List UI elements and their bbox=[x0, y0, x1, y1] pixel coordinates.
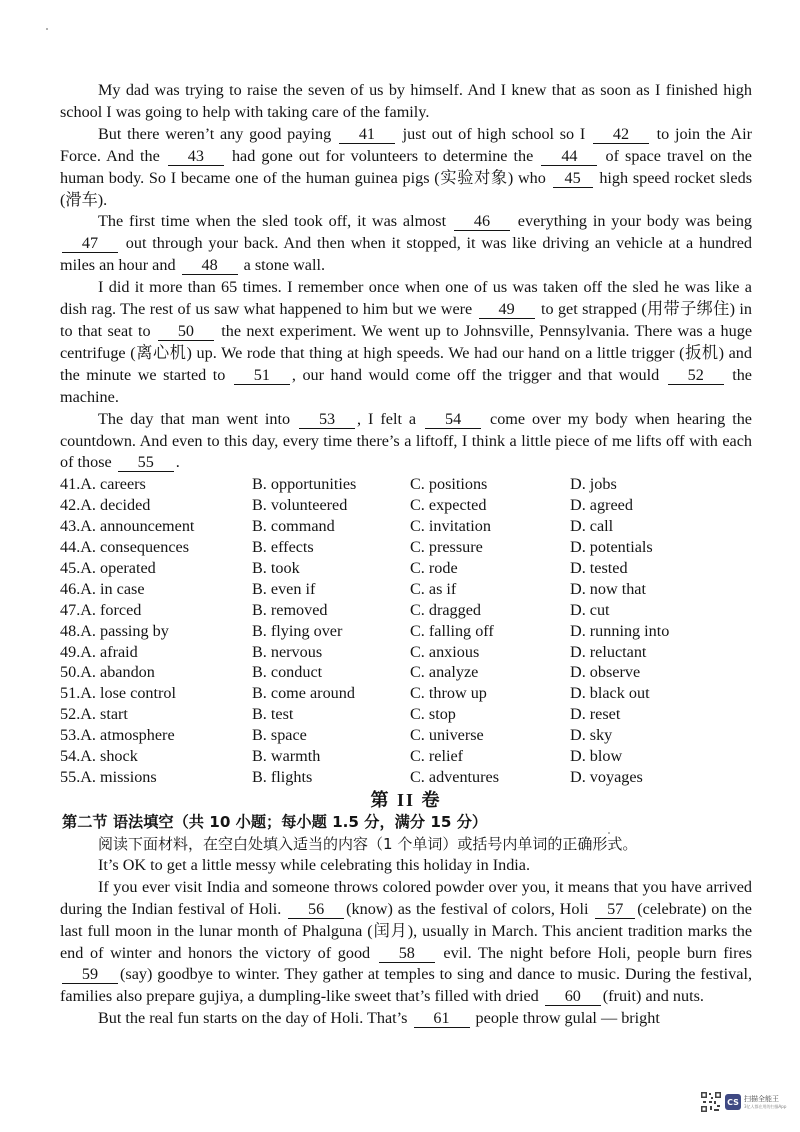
option-d: D. running into bbox=[570, 621, 670, 640]
option-a: 42.A. decided bbox=[60, 496, 151, 515]
paragraph-text: of space travel on the human body. So I became one of the human guinea pigs (实验对象) who bbox=[60, 146, 752, 187]
section-instruction: 阅读下面材料，在空白处填入适当的内容（1 个单词）或括号内单词的正确形式。 bbox=[98, 834, 638, 853]
section-heading: 第二节 语法填空（共 10 小题；每小题 1.5 分，满分 15 分） bbox=[62, 812, 488, 831]
blank-57: 57 bbox=[595, 901, 635, 919]
option-b: B. command bbox=[252, 517, 335, 536]
option-c: C. rode bbox=[410, 558, 458, 577]
blank-58: 58 bbox=[379, 945, 435, 963]
option-b: B. opportunities bbox=[252, 475, 357, 494]
paragraph-text: But the real fun starts on the day of Holi. That’s bbox=[98, 1009, 412, 1028]
option-a: 43.A. announcement bbox=[60, 517, 195, 536]
passage-subtitle bbox=[60, 855, 752, 877]
option-b: B. flights bbox=[252, 768, 313, 786]
option-row bbox=[60, 537, 752, 558]
option-a: 49.A. afraid bbox=[60, 642, 138, 661]
option-a: 41.A. careers bbox=[60, 475, 146, 494]
blank-59: 59 bbox=[62, 966, 118, 984]
paragraph-text: (fruit) and nuts. bbox=[602, 987, 704, 1006]
option-a: 55.A. missions bbox=[60, 768, 157, 786]
option-c: C. analyze bbox=[410, 663, 479, 682]
paragraph-text: evil. The night before Holi, people burn fires bbox=[436, 943, 753, 962]
passage-paragraph-3 bbox=[60, 211, 752, 277]
passage-paragraph-5 bbox=[60, 409, 752, 475]
paragraph-text: a stone wall. bbox=[239, 256, 326, 275]
option-c: C. adventures bbox=[410, 768, 500, 786]
option-row bbox=[60, 516, 752, 537]
option-a: 53.A. atmosphere bbox=[60, 726, 175, 745]
option-a: 48.A. passing by bbox=[60, 621, 169, 640]
blank-51: 51 bbox=[234, 367, 290, 385]
blank-48: 48 bbox=[182, 257, 238, 275]
option-b: B. flying over bbox=[252, 621, 343, 640]
blank-41: 41 bbox=[339, 126, 395, 144]
paragraph-text: people throw gulal — bright bbox=[471, 1009, 660, 1028]
blank-54: 54 bbox=[425, 411, 481, 429]
option-d: D. cut bbox=[570, 600, 610, 619]
qr-code-icon bbox=[700, 1091, 722, 1113]
option-c: C. universe bbox=[410, 726, 484, 745]
paragraph-text: It’s OK to get a little messy while celebrating this holiday in India. bbox=[98, 855, 531, 874]
paragraph-text: (know) as the festival of colors, Holi bbox=[346, 899, 594, 918]
blank-45: 45 bbox=[553, 170, 593, 188]
option-d: D. call bbox=[570, 517, 614, 536]
paragraph-text: the next experiment. We went up to Johnsville, Pennsylvania. There was a huge centrifuge (离心机) up. We rode that thing at high speeds. We had our hand on a little trigger (扳机) and the minute we started to bbox=[60, 321, 753, 384]
option-b: B. warmth bbox=[252, 747, 321, 766]
option-d: D. now that bbox=[570, 579, 646, 598]
option-b: B. nervous bbox=[252, 642, 323, 661]
scanner-watermark bbox=[700, 1088, 796, 1116]
option-c: C. falling off bbox=[410, 621, 494, 640]
option-d: D. sky bbox=[570, 726, 613, 745]
option-d: D. agreed bbox=[570, 496, 633, 515]
option-a: 54.A. shock bbox=[60, 747, 138, 766]
option-c: C. invitation bbox=[410, 517, 491, 536]
blank-53: 53 bbox=[299, 411, 355, 429]
option-c: C. stop bbox=[410, 705, 456, 724]
paragraph-text: high speed rocket sleds (滑车). bbox=[60, 168, 752, 209]
blank-50: 50 bbox=[158, 323, 214, 341]
paragraph-text: to join the Air Force. And the bbox=[60, 124, 753, 165]
passage-paragraph-4 bbox=[60, 277, 752, 408]
exam-page bbox=[60, 80, 752, 1030]
scan-speck bbox=[608, 832, 610, 834]
paragraph-text: I did it more than 65 times. I remember once when one of us was taken off the sled he was like a dish rag. The rest of us saw what happened to him but we were bbox=[60, 278, 752, 319]
grammar-paragraph-2 bbox=[60, 1008, 752, 1030]
option-row bbox=[60, 621, 752, 642]
watermark-tagline: 3亿人都在用的扫描App bbox=[744, 1103, 787, 1109]
option-b: B. removed bbox=[252, 600, 328, 619]
watermark-app-name: 扫描全能王 bbox=[744, 1094, 779, 1103]
option-a: 46.A. in case bbox=[60, 579, 145, 598]
paragraph-text: out through your back. And then when it stopped, it was like driving an vehicle at a hundred miles an hour and bbox=[60, 234, 752, 275]
option-row bbox=[60, 579, 752, 600]
option-row bbox=[60, 746, 752, 767]
paragraph-text: If you ever visit India and someone throws colored powder over you, it means that you have arrived during the Indian festival of Holi. bbox=[60, 877, 752, 918]
blank-49: 49 bbox=[479, 301, 535, 319]
option-row bbox=[60, 704, 752, 725]
option-row bbox=[60, 725, 752, 746]
paragraph-text: had gone out for volunteers to determine the bbox=[225, 146, 540, 165]
paragraph-text: come over my body when hearing the countdown. And even to this day, every time there’s a liftoff, I think a little piece of me lifts off with each of those bbox=[60, 409, 752, 472]
option-c: C. pressure bbox=[410, 538, 483, 557]
paragraph-text: everything in your body was being bbox=[511, 212, 753, 231]
blank-47: 47 bbox=[62, 235, 118, 253]
option-c: C. expected bbox=[410, 496, 487, 515]
option-b: B. took bbox=[252, 558, 300, 577]
option-row bbox=[60, 642, 752, 663]
grammar-paragraph-1 bbox=[60, 877, 752, 1008]
paragraph-text: , our hand would come off the trigger and that would bbox=[291, 365, 666, 384]
option-d: D. black out bbox=[570, 684, 650, 703]
blank-61: 61 bbox=[414, 1010, 470, 1028]
blank-42: 42 bbox=[593, 126, 649, 144]
option-row bbox=[60, 558, 752, 579]
option-b: B. volunteered bbox=[252, 496, 348, 515]
option-b: B. test bbox=[252, 705, 294, 724]
option-b: B. even if bbox=[252, 579, 316, 598]
option-a: 51.A. lose control bbox=[60, 684, 176, 703]
option-b: B. conduct bbox=[252, 663, 323, 682]
option-d: D. reset bbox=[570, 705, 621, 724]
paragraph-text: . bbox=[175, 453, 180, 472]
passage-paragraph-1 bbox=[60, 80, 752, 124]
paragraph-text: But there weren’t any good paying bbox=[98, 124, 337, 143]
option-d: D. voyages bbox=[570, 768, 643, 786]
option-a: 50.A. abandon bbox=[60, 663, 155, 682]
option-c: C. relief bbox=[410, 747, 464, 766]
blank-46: 46 bbox=[454, 213, 510, 231]
options-table bbox=[60, 474, 752, 788]
option-b: B. come around bbox=[252, 684, 355, 703]
option-c: C. positions bbox=[410, 475, 488, 494]
blank-52: 52 bbox=[668, 367, 724, 385]
option-c: C. dragged bbox=[410, 600, 482, 619]
option-a: 47.A. forced bbox=[60, 600, 142, 619]
paragraph-text: just out of high school so I bbox=[396, 124, 591, 143]
watermark-text bbox=[744, 1095, 786, 1110]
passage-paragraph-2 bbox=[60, 124, 752, 212]
option-row bbox=[60, 662, 752, 683]
option-a: 52.A. start bbox=[60, 705, 128, 724]
option-d: D. reluctant bbox=[570, 642, 647, 661]
blank-55: 55 bbox=[118, 454, 174, 472]
blank-44: 44 bbox=[541, 148, 597, 166]
option-d: D. tested bbox=[570, 558, 628, 577]
option-b: B. effects bbox=[252, 538, 314, 557]
option-d: D. jobs bbox=[570, 475, 617, 494]
option-c: C. anxious bbox=[410, 642, 480, 661]
option-row bbox=[60, 600, 752, 621]
paragraph-text: the machine. bbox=[60, 365, 752, 406]
option-row bbox=[60, 474, 752, 495]
option-c: C. as if bbox=[410, 579, 457, 598]
blank-43: 43 bbox=[168, 148, 224, 166]
volume-title: 第 II 卷 bbox=[370, 789, 442, 810]
blank-56: 56 bbox=[288, 901, 344, 919]
option-a: 45.A. operated bbox=[60, 558, 156, 577]
paragraph-text: , I felt a bbox=[357, 409, 424, 428]
option-row bbox=[60, 767, 752, 788]
paragraph-text: to get strapped (用带子绑住) in to that seat to bbox=[60, 300, 753, 340]
option-c: C. throw up bbox=[410, 684, 487, 703]
option-b: B. space bbox=[252, 726, 307, 745]
option-d: D. observe bbox=[570, 663, 641, 682]
option-a: 44.A. consequences bbox=[60, 538, 190, 557]
scan-speck bbox=[46, 28, 48, 30]
paragraph-text: (say) goodbye to winter. They gather at temples to sing and dance to music. During the festival, families also prepare gujiya, a dumpling-like sweet that’s filled with dried bbox=[60, 965, 752, 1006]
blank-60: 60 bbox=[545, 988, 601, 1006]
paragraph-text: My dad was trying to raise the seven of us by himself. And I knew that as soon as I finished high school I was going to help with taking care of the family. bbox=[60, 81, 752, 121]
paragraph-text: The first time when the sled took off, it was almost bbox=[98, 212, 452, 231]
paragraph-text: (celebrate) on the last full moon in the lunar month of Phalguna (闰月), usually in March. This ancient tradition marks the end of winter and honors the victory of good bbox=[60, 899, 752, 962]
option-d: D. blow bbox=[570, 747, 623, 766]
paragraph-text: The day that man went into bbox=[98, 409, 298, 428]
option-row bbox=[60, 683, 752, 704]
camscanner-logo-icon: CS bbox=[725, 1094, 741, 1110]
option-row bbox=[60, 495, 752, 516]
option-d: D. potentials bbox=[570, 538, 653, 557]
